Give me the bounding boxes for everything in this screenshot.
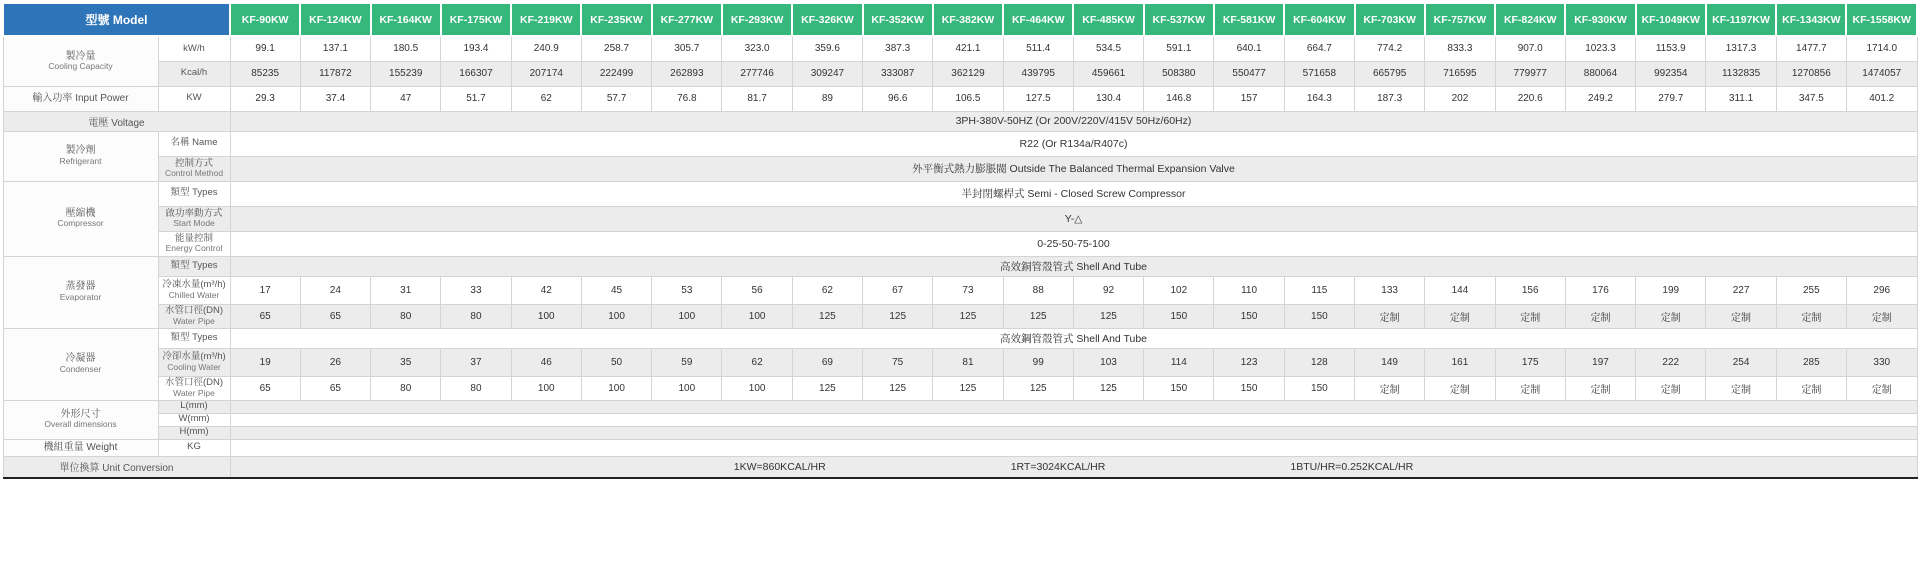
unit-conversion-values xyxy=(230,456,1917,478)
cell-cooling-water: 285 xyxy=(1776,348,1846,376)
cell-chilled-water: 102 xyxy=(1144,276,1214,304)
cell-input-power: 76.8 xyxy=(652,86,722,111)
sub-label-input-power: KW xyxy=(158,86,230,111)
unit-conversion-list xyxy=(232,461,1916,473)
value-evap-type: 高效銅管殼管式 Shell And Tube xyxy=(230,256,1917,276)
cell-cooling-water: 35 xyxy=(371,348,441,376)
cell-evap-water-pipe: 100 xyxy=(581,304,651,328)
model-column-header: KF-90KW xyxy=(230,3,300,36)
cell-chilled-water: 199 xyxy=(1636,276,1706,304)
cell-cooling-kw: 1714.0 xyxy=(1846,36,1917,61)
cell-cond-water-pipe: 定制 xyxy=(1636,376,1706,400)
cell-evap-water-pipe: 125 xyxy=(1003,304,1073,328)
spec-table-body xyxy=(3,36,1917,478)
cell-cooling-water: 161 xyxy=(1425,348,1495,376)
cell-cooling-kw: 640.1 xyxy=(1214,36,1284,61)
value-start-mode: Y-△ xyxy=(230,206,1917,231)
group-label-cond-type: 冷凝器 Condenser xyxy=(3,328,158,400)
cell-input-power: 62 xyxy=(511,86,581,111)
cell-cooling-kw: 99.1 xyxy=(230,36,300,61)
cell-cooling-water: 69 xyxy=(792,348,862,376)
unit-conversion-item: 1BTU/HR=0.252KCAL/HR xyxy=(1290,460,1414,473)
cell-cooling-kw: 421.1 xyxy=(933,36,1003,61)
cell-chilled-water: 24 xyxy=(300,276,370,304)
model-column-header: KF-1558KW xyxy=(1846,3,1917,36)
group-label-input-power: 輸入功率 Input Power xyxy=(3,86,158,111)
cell-cond-water-pipe: 65 xyxy=(300,376,370,400)
sub-label-evap-type: 類型 Types xyxy=(158,256,230,276)
model-column-header: KF-824KW xyxy=(1495,3,1565,36)
cell-cooling-kw: 511.4 xyxy=(1003,36,1073,61)
cell-cooling-kw: 305.7 xyxy=(652,36,722,61)
cell-evap-water-pipe: 100 xyxy=(722,304,792,328)
cell-cond-water-pipe: 150 xyxy=(1144,376,1214,400)
cell-input-power: 311.1 xyxy=(1706,86,1776,111)
sub-label-cond-type: 類型 Types xyxy=(158,328,230,348)
group-label-weight: 機組重量 Weight xyxy=(3,439,158,456)
sub-label-dim-w: W(mm) xyxy=(158,413,230,426)
cell-cooling-kcal: 665795 xyxy=(1355,61,1425,86)
cell-cond-water-pipe: 100 xyxy=(652,376,722,400)
group-label-compressor-type: 壓縮機 Compressor xyxy=(3,181,158,256)
cell-chilled-water: 133 xyxy=(1355,276,1425,304)
sub-label-cooling-kcal: Kcal/h xyxy=(158,61,230,86)
model-column-header: KF-326KW xyxy=(792,3,862,36)
cell-cooling-kw: 664.7 xyxy=(1284,36,1354,61)
row-voltage xyxy=(3,111,1917,131)
cell-input-power: 89 xyxy=(792,86,862,111)
model-column-header: KF-175KW xyxy=(441,3,511,36)
cell-cond-water-pipe: 定制 xyxy=(1495,376,1565,400)
cell-input-power: 96.6 xyxy=(863,86,933,111)
cell-cond-water-pipe: 定制 xyxy=(1425,376,1495,400)
cell-cooling-kcal: 992354 xyxy=(1636,61,1706,86)
cell-cooling-kw: 137.1 xyxy=(300,36,370,61)
cell-evap-water-pipe: 125 xyxy=(1073,304,1143,328)
model-column-header: KF-235KW xyxy=(581,3,651,36)
cell-cooling-water: 50 xyxy=(581,348,651,376)
cell-cooling-water: 37 xyxy=(441,348,511,376)
sub-label-energy-control: 能量控制 Energy Control xyxy=(158,231,230,256)
value-compressor-type: 半封閉螺桿式 Semi - Closed Screw Compressor xyxy=(230,181,1917,206)
cell-cooling-kcal: 508380 xyxy=(1144,61,1214,86)
cell-chilled-water: 92 xyxy=(1073,276,1143,304)
cell-cooling-water: 222 xyxy=(1636,348,1706,376)
model-column-header: KF-293KW xyxy=(722,3,792,36)
cell-input-power: 279.7 xyxy=(1636,86,1706,111)
value-control-method: 外平衡式熱力膨脹閥 Outside The Balanced Thermal Expansion Valve xyxy=(230,156,1917,181)
cell-cooling-water: 19 xyxy=(230,348,300,376)
model-column-header: KF-703KW xyxy=(1355,3,1425,36)
model-column-header: KF-464KW xyxy=(1003,3,1073,36)
cell-evap-water-pipe: 65 xyxy=(230,304,300,328)
cell-cond-water-pipe: 定制 xyxy=(1565,376,1635,400)
cell-cooling-kw: 387.3 xyxy=(863,36,933,61)
cell-input-power: 249.2 xyxy=(1565,86,1635,111)
model-column-header: KF-757KW xyxy=(1425,3,1495,36)
cell-cooling-water: 62 xyxy=(722,348,792,376)
row-weight xyxy=(3,439,1917,456)
value-energy-control: 0-25-50-75-100 xyxy=(230,231,1917,256)
sub-label-weight: KG xyxy=(158,439,230,456)
spec-table xyxy=(2,2,1918,479)
cell-cooling-water: 99 xyxy=(1003,348,1073,376)
cell-chilled-water: 110 xyxy=(1214,276,1284,304)
cell-evap-water-pipe: 100 xyxy=(652,304,722,328)
model-column-header: KF-1343KW xyxy=(1776,3,1846,36)
sub-label-cooling-water: 冷卻水量(m³/h) Cooling Water xyxy=(158,348,230,376)
cell-cooling-kcal: 1132835 xyxy=(1706,61,1776,86)
cell-cond-water-pipe: 125 xyxy=(1003,376,1073,400)
cell-input-power: 401.2 xyxy=(1846,86,1917,111)
row-cooling-kw xyxy=(3,36,1917,61)
cell-cond-water-pipe: 65 xyxy=(230,376,300,400)
cell-cond-water-pipe: 125 xyxy=(863,376,933,400)
cell-cooling-kcal: 309247 xyxy=(792,61,862,86)
row-cooling-kcal xyxy=(3,61,1917,86)
cell-cooling-kcal: 439795 xyxy=(1003,61,1073,86)
cell-evap-water-pipe: 125 xyxy=(792,304,862,328)
cell-evap-water-pipe: 定制 xyxy=(1565,304,1635,328)
cell-cooling-kw: 1477.7 xyxy=(1776,36,1846,61)
cell-chilled-water: 56 xyxy=(722,276,792,304)
cell-evap-water-pipe: 100 xyxy=(511,304,581,328)
cell-cond-water-pipe: 150 xyxy=(1284,376,1354,400)
cell-cooling-kw: 833.3 xyxy=(1425,36,1495,61)
cell-evap-water-pipe: 定制 xyxy=(1706,304,1776,328)
model-header: 型號 Model xyxy=(3,3,230,36)
sub-label-compressor-type: 類型 Types xyxy=(158,181,230,206)
cell-cond-water-pipe: 定制 xyxy=(1355,376,1425,400)
cell-cond-water-pipe: 100 xyxy=(722,376,792,400)
cell-cooling-kcal: 362129 xyxy=(933,61,1003,86)
value-refrigerant-name: R22 (Or R134a/R407c) xyxy=(230,131,1917,156)
cell-evap-water-pipe: 150 xyxy=(1144,304,1214,328)
cell-cooling-kcal: 166307 xyxy=(441,61,511,86)
header-row xyxy=(3,3,1917,36)
cell-chilled-water: 296 xyxy=(1846,276,1917,304)
model-column-header: KF-485KW xyxy=(1073,3,1143,36)
model-column-header: KF-219KW xyxy=(511,3,581,36)
cell-input-power: 347.5 xyxy=(1776,86,1846,111)
cell-cooling-kw: 1023.3 xyxy=(1565,36,1635,61)
group-label-evap-type: 蒸發器 Evaporator xyxy=(3,256,158,328)
cell-cooling-water: 46 xyxy=(511,348,581,376)
sub-label-evap-water-pipe: 水管口徑(DN) Water Pipe xyxy=(158,304,230,328)
cell-chilled-water: 33 xyxy=(441,276,511,304)
row-cond-water-pipe xyxy=(3,376,1917,400)
cell-cooling-kcal: 85235 xyxy=(230,61,300,86)
cell-cooling-kcal: 1474057 xyxy=(1846,61,1917,86)
cell-evap-water-pipe: 150 xyxy=(1214,304,1284,328)
cell-evap-water-pipe: 定制 xyxy=(1425,304,1495,328)
cell-cond-water-pipe: 100 xyxy=(511,376,581,400)
cell-cooling-kw: 1317.3 xyxy=(1706,36,1776,61)
unit-conversion-item: 1KW=860KCAL/HR xyxy=(733,460,826,473)
cell-chilled-water: 176 xyxy=(1565,276,1635,304)
cell-chilled-water: 62 xyxy=(792,276,862,304)
group-label-refrigerant-name: 製冷劑 Refrigerant xyxy=(3,131,158,181)
sub-label-dim-h: H(mm) xyxy=(158,426,230,439)
cell-cooling-water: 330 xyxy=(1846,348,1917,376)
cell-input-power: 47 xyxy=(371,86,441,111)
cell-chilled-water: 45 xyxy=(581,276,651,304)
cell-chilled-water: 73 xyxy=(933,276,1003,304)
cell-cooling-water: 149 xyxy=(1355,348,1425,376)
cell-cooling-kcal: 459661 xyxy=(1073,61,1143,86)
model-column-header: KF-277KW xyxy=(652,3,722,36)
row-start-mode xyxy=(3,206,1917,231)
empty-cell-weight xyxy=(230,439,1917,456)
sub-label-refrigerant-name: 名稱 Name xyxy=(158,131,230,156)
cell-input-power: 164.3 xyxy=(1284,86,1354,111)
cell-input-power: 81.7 xyxy=(722,86,792,111)
row-dim-h xyxy=(3,426,1917,439)
cell-input-power: 146.8 xyxy=(1144,86,1214,111)
row-chilled-water xyxy=(3,276,1917,304)
row-label-unit-conversion: 單位換算 Unit Conversion xyxy=(3,456,230,478)
cell-cooling-water: 175 xyxy=(1495,348,1565,376)
cell-cooling-water: 123 xyxy=(1214,348,1284,376)
cell-cond-water-pipe: 150 xyxy=(1214,376,1284,400)
cell-input-power: 106.5 xyxy=(933,86,1003,111)
cell-evap-water-pipe: 定制 xyxy=(1636,304,1706,328)
model-column-header: KF-382KW xyxy=(933,3,1003,36)
cell-chilled-water: 255 xyxy=(1776,276,1846,304)
cell-evap-water-pipe: 65 xyxy=(300,304,370,328)
model-column-header: KF-537KW xyxy=(1144,3,1214,36)
cell-evap-water-pipe: 定制 xyxy=(1495,304,1565,328)
cell-input-power: 130.4 xyxy=(1073,86,1143,111)
cell-cooling-kw: 907.0 xyxy=(1495,36,1565,61)
group-label-cooling-kw: 製冷量 Cooling Capacity xyxy=(3,36,158,86)
cell-evap-water-pipe: 80 xyxy=(441,304,511,328)
cell-cooling-kw: 240.9 xyxy=(511,36,581,61)
model-column-header: KF-930KW xyxy=(1565,3,1635,36)
cell-evap-water-pipe: 125 xyxy=(863,304,933,328)
cell-cooling-water: 59 xyxy=(652,348,722,376)
cell-input-power: 37.4 xyxy=(300,86,370,111)
cell-cond-water-pipe: 100 xyxy=(581,376,651,400)
empty-cell-dim-w xyxy=(230,413,1917,426)
row-control-method xyxy=(3,156,1917,181)
cell-cooling-kcal: 262893 xyxy=(652,61,722,86)
cell-cooling-water: 128 xyxy=(1284,348,1354,376)
cell-chilled-water: 17 xyxy=(230,276,300,304)
cell-cooling-kw: 359.6 xyxy=(792,36,862,61)
model-column-header: KF-1049KW xyxy=(1636,3,1706,36)
cell-chilled-water: 88 xyxy=(1003,276,1073,304)
cell-input-power: 29.3 xyxy=(230,86,300,111)
cell-cooling-kw: 534.5 xyxy=(1073,36,1143,61)
cell-chilled-water: 67 xyxy=(863,276,933,304)
row-evap-type xyxy=(3,256,1917,276)
row-evap-water-pipe xyxy=(3,304,1917,328)
cell-input-power: 220.6 xyxy=(1495,86,1565,111)
cell-evap-water-pipe: 150 xyxy=(1284,304,1354,328)
cell-cooling-kcal: 550477 xyxy=(1214,61,1284,86)
cell-chilled-water: 42 xyxy=(511,276,581,304)
cell-cond-water-pipe: 125 xyxy=(792,376,862,400)
model-column-header: KF-1197KW xyxy=(1706,3,1776,36)
cell-cooling-kcal: 155239 xyxy=(371,61,441,86)
empty-cell-dim-h xyxy=(230,426,1917,439)
cell-cooling-kcal: 207174 xyxy=(511,61,581,86)
cell-evap-water-pipe: 定制 xyxy=(1776,304,1846,328)
cell-evap-water-pipe: 定制 xyxy=(1355,304,1425,328)
cell-cooling-kcal: 880064 xyxy=(1565,61,1635,86)
cell-cooling-kw: 591.1 xyxy=(1144,36,1214,61)
cell-chilled-water: 115 xyxy=(1284,276,1354,304)
row-input-power xyxy=(3,86,1917,111)
cell-cooling-water: 75 xyxy=(863,348,933,376)
cell-cooling-water: 254 xyxy=(1706,348,1776,376)
cell-input-power: 157 xyxy=(1214,86,1284,111)
cell-cooling-kcal: 571658 xyxy=(1284,61,1354,86)
cell-input-power: 187.3 xyxy=(1355,86,1425,111)
row-cooling-water xyxy=(3,348,1917,376)
cell-evap-water-pipe: 125 xyxy=(933,304,1003,328)
cell-cond-water-pipe: 125 xyxy=(1073,376,1143,400)
sub-label-control-method: 控制方式 Control Method xyxy=(158,156,230,181)
cell-cooling-kw: 193.4 xyxy=(441,36,511,61)
model-column-header: KF-164KW xyxy=(371,3,441,36)
cell-cooling-kcal: 277746 xyxy=(722,61,792,86)
sub-label-cooling-kw: kW/h xyxy=(158,36,230,61)
cell-cooling-kw: 258.7 xyxy=(581,36,651,61)
cell-chilled-water: 53 xyxy=(652,276,722,304)
cell-chilled-water: 227 xyxy=(1706,276,1776,304)
cell-chilled-water: 31 xyxy=(371,276,441,304)
cell-cond-water-pipe: 定制 xyxy=(1776,376,1846,400)
row-energy-control xyxy=(3,231,1917,256)
value-cond-type: 高效鋼管殼管式 Shell And Tube xyxy=(230,328,1917,348)
cell-cooling-kcal: 779977 xyxy=(1495,61,1565,86)
model-column-header: KF-352KW xyxy=(863,3,933,36)
cell-cooling-kcal: 716595 xyxy=(1425,61,1495,86)
cell-cooling-water: 81 xyxy=(933,348,1003,376)
cell-cond-water-pipe: 定制 xyxy=(1846,376,1917,400)
row-refrigerant-name xyxy=(3,131,1917,156)
sub-label-dim-l: L(mm) xyxy=(158,400,230,413)
cell-cooling-kw: 180.5 xyxy=(371,36,441,61)
cell-input-power: 127.5 xyxy=(1003,86,1073,111)
empty-cell-dim-l xyxy=(230,400,1917,413)
model-column-header: KF-581KW xyxy=(1214,3,1284,36)
row-dim-w xyxy=(3,413,1917,426)
cell-cond-water-pipe: 定制 xyxy=(1706,376,1776,400)
cell-cooling-kcal: 117872 xyxy=(300,61,370,86)
cell-cooling-kcal: 333087 xyxy=(863,61,933,86)
cell-cooling-water: 114 xyxy=(1144,348,1214,376)
cell-input-power: 202 xyxy=(1425,86,1495,111)
cell-cond-water-pipe: 125 xyxy=(933,376,1003,400)
row-unit-conversion xyxy=(3,456,1917,478)
cell-cond-water-pipe: 80 xyxy=(441,376,511,400)
cell-cooling-kcal: 222499 xyxy=(581,61,651,86)
sub-label-chilled-water: 冷凍水量(m³/h) Chilled Water xyxy=(158,276,230,304)
cell-cooling-kw: 774.2 xyxy=(1355,36,1425,61)
cell-cooling-kcal: 1270856 xyxy=(1776,61,1846,86)
cell-chilled-water: 144 xyxy=(1425,276,1495,304)
sub-label-start-mode: 啟功率動方式 Start Mode xyxy=(158,206,230,231)
unit-conversion-item: 1RT=3024KCAL/HR xyxy=(1010,460,1106,473)
cell-input-power: 57.7 xyxy=(581,86,651,111)
row-dim-l xyxy=(3,400,1917,413)
cell-cond-water-pipe: 80 xyxy=(371,376,441,400)
cell-cooling-water: 103 xyxy=(1073,348,1143,376)
cell-cooling-kw: 1153.9 xyxy=(1636,36,1706,61)
cell-cooling-water: 26 xyxy=(300,348,370,376)
cell-evap-water-pipe: 定制 xyxy=(1846,304,1917,328)
value-voltage: 3PH-380V-50HZ (Or 200V/220V/415V 50Hz/60Hz) xyxy=(230,111,1917,131)
model-column-header: KF-124KW xyxy=(300,3,370,36)
model-column-header: KF-604KW xyxy=(1284,3,1354,36)
cell-cooling-water: 197 xyxy=(1565,348,1635,376)
cell-input-power: 51.7 xyxy=(441,86,511,111)
group-label-dim-l: 外形尺寸 Overall dimensions xyxy=(3,400,158,439)
cell-chilled-water: 156 xyxy=(1495,276,1565,304)
cell-cooling-kw: 323.0 xyxy=(722,36,792,61)
row-compressor-type xyxy=(3,181,1917,206)
row-cond-type xyxy=(3,328,1917,348)
cell-evap-water-pipe: 80 xyxy=(371,304,441,328)
row-label-voltage: 電壓 Voltage xyxy=(3,111,230,131)
sub-label-cond-water-pipe: 水管口徑(DN) Water Pipe xyxy=(158,376,230,400)
